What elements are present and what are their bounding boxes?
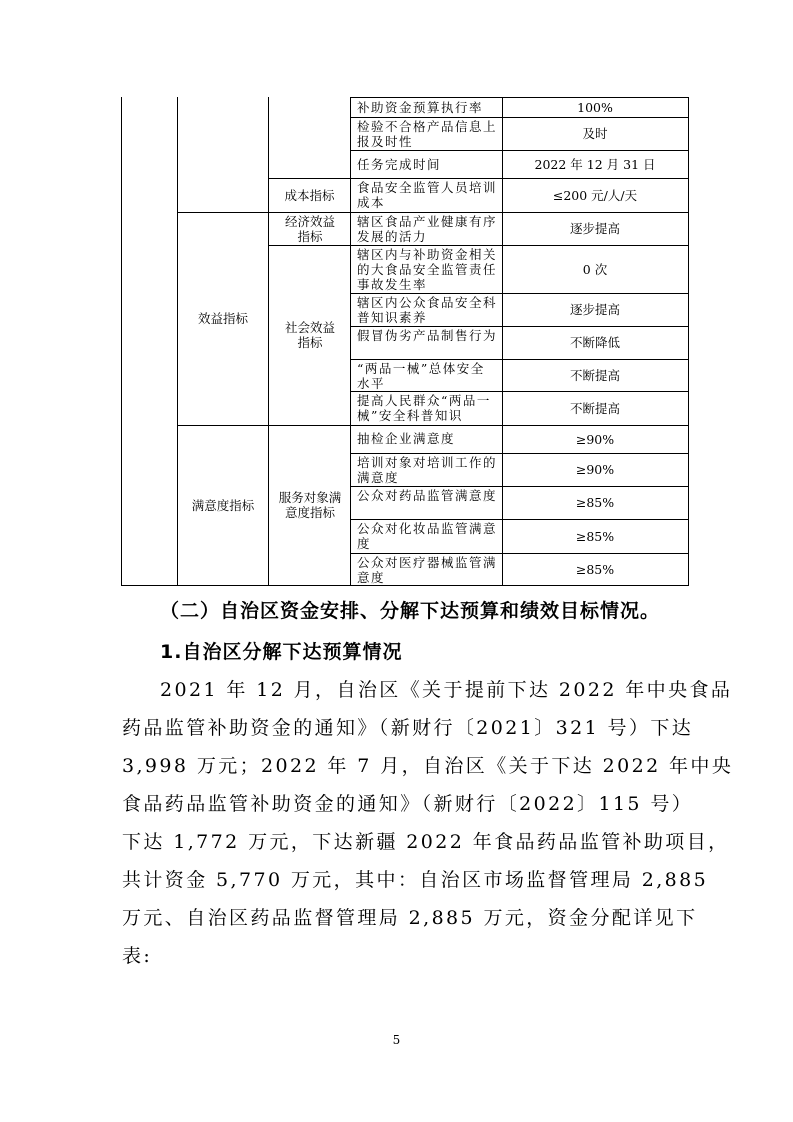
paragraph-line: 万元、自治区药品监督管理局 2,885 万元，资金分配详见下	[122, 907, 698, 929]
indicator-cell: 提高人民群众“两品一械”安全科普知识	[357, 393, 491, 423]
paragraph-line: 食品药品监管补助资金的通知》（新财行〔2022〕115 号）	[122, 793, 694, 815]
indicator-cell: 公众对医疗器械监管满意度	[357, 555, 498, 585]
budget-paragraph	[122, 671, 734, 975]
value-cell: 不断降低	[569, 335, 620, 350]
level3-cost: 成本指标	[284, 187, 335, 203]
level3-service: 服务对象满意度指标	[278, 490, 342, 520]
indicator-cell: 任务完成时间	[357, 157, 442, 172]
value-cell: 100%	[577, 99, 613, 115]
indicator-cell: 假冒伪劣产品制售行为	[357, 328, 498, 343]
value-cell: 不断提高	[569, 367, 620, 383]
paragraph-line: 下达 1,772 万元，下达新疆 2022 年食品药品监管补助项目，	[122, 831, 730, 853]
value-cell: 不断提高	[569, 400, 620, 416]
value-cell: ≥85%	[575, 495, 615, 510]
value-cell: ≥90%	[575, 431, 615, 447]
indicator-cell: “两品一械”总体安全水平	[357, 361, 485, 391]
paragraph-line: 共计资金 5,770 万元，其中：自治区市场监督管理局 2,885	[122, 869, 709, 891]
section-heading: （二）自治区资金安排、分解下达预算和绩效目标情况。	[160, 600, 661, 622]
value-cell: ≤200 元/人/天	[552, 187, 638, 203]
paragraph-line: 表:	[122, 945, 153, 967]
paragraph-line: 3,998 万元；2022 年 7 月，自治区《关于下达 2022 年中央	[122, 755, 734, 777]
indicator-cell: 辖区食品产业健康有序发展的活力	[357, 214, 498, 244]
paragraph-line: 2021 年 12 月，自治区《关于提前下达 2022 年中央食品	[160, 679, 733, 701]
level3-economic: 经济效益指标	[284, 213, 335, 244]
subsection-heading: 1.自治区分解下达预算情况	[160, 641, 403, 663]
page-number: 5	[392, 1033, 401, 1047]
value-cell: ≥85%	[575, 528, 615, 544]
indicator-cell: 辖区内公众食品安全科普知识素养	[357, 295, 498, 325]
level2-benefit: 效益指标	[197, 311, 248, 326]
indicator-cell: 公众对药品监管满意度	[357, 488, 498, 503]
value-cell: 逐步提高	[569, 302, 620, 317]
indicator-cell: 抽检企业满意度	[357, 431, 456, 446]
indicator-cell: 公众对化妆品监管满意度	[357, 521, 498, 551]
level3-social: 社会效益指标	[284, 320, 335, 350]
value-cell: ≥90%	[575, 462, 615, 477]
value-cell: 逐步提高	[569, 221, 620, 236]
indicator-cell: 检验不合格产品信息上报及时性	[357, 119, 498, 149]
paragraph-line: 药品监管补助资金的通知》（新财行〔2021〕321 号）下达	[122, 717, 694, 739]
indicator-cell: 食品安全监管人员培训成本	[357, 180, 498, 210]
value-cell: 及时	[582, 126, 608, 141]
value-cell: 2022 年 12 月 31 日	[534, 156, 656, 172]
value-cell: ≥85%	[575, 561, 615, 577]
indicator-cell: 培训对象对培训工作的满意度	[357, 455, 498, 485]
value-cell: 0 次	[582, 261, 608, 277]
indicator-cell: 辖区内与补助资金相关的大食品安全监管责任事故发生率	[357, 247, 498, 292]
indicator-cell: 补助资金预算执行率	[357, 100, 484, 115]
level2-satisfaction: 满意度指标	[191, 497, 255, 513]
